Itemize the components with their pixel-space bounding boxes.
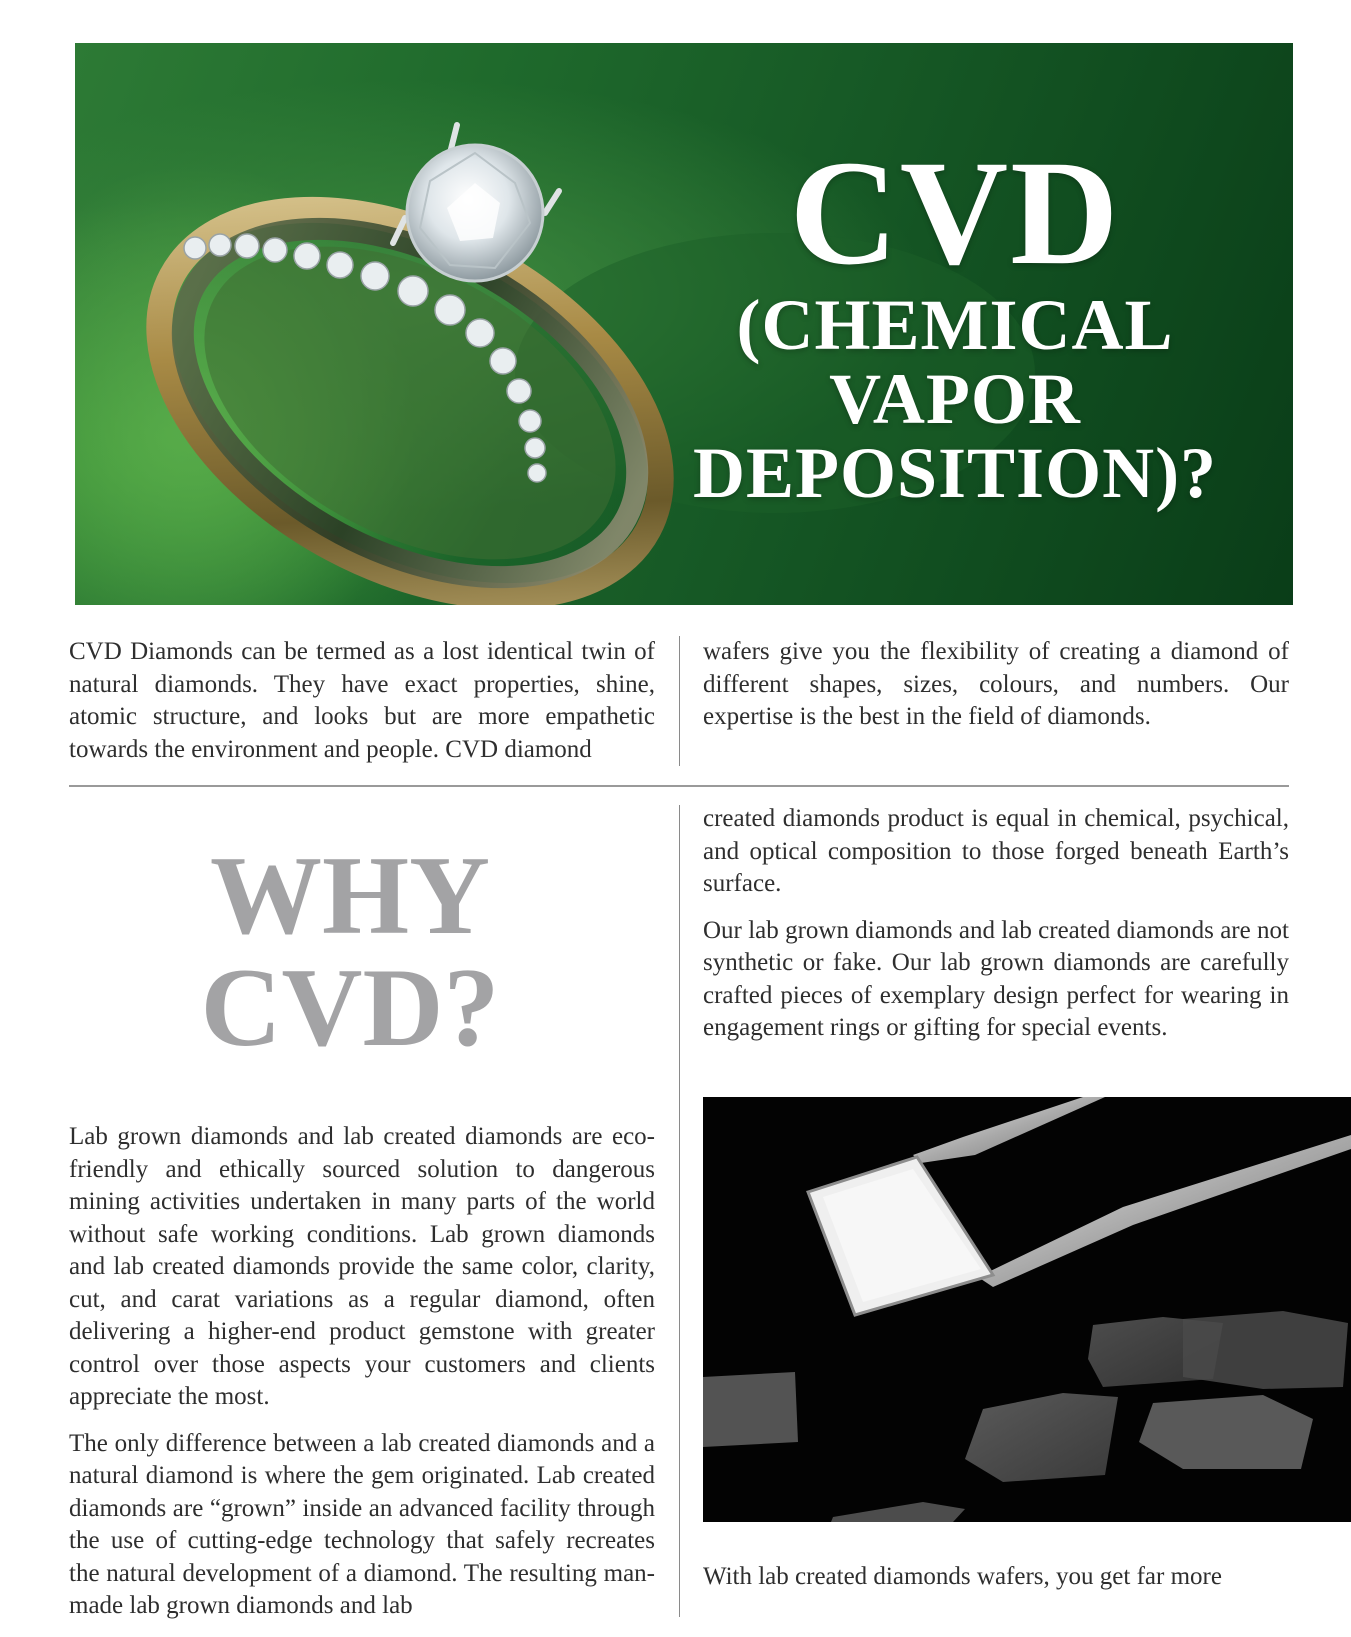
why-right-column [703,803,1289,1059]
why-right-paragraph-2: Our lab grown diamonds and lab created diamonds are not synthetic or fake. Our lab grown diamonds are carefully crafted pieces of exemplary design perfect for wearing in engagement rings or gifting for special events. [703,916,1289,1041]
hero-banner [75,43,1293,605]
why-heading-line1: WHY [210,834,490,958]
hero-title [635,130,1275,513]
intro-left-text: CVD Diamonds can be termed as a lost identical twin of natural diamonds. They have exact properties, shine, atomic structure, and looks but are more empathetic towards the environment and people. CVD diamond [69,638,655,763]
intro-left-column [69,636,655,780]
why-right-paragraph-1: created diamonds product is equal in chemical, psychical, and optical composition to those forged beneath Earth’s surface. [703,805,1289,897]
why-left-paragraph-2: The only difference between a lab created diamonds and a natural diamond is where the gem originated. Lab created diamonds are “grown” inside an advanced facility through the use of cutting-edge technology that safely recreates the natural development of a diamond. The resulting man-made lab grown diamonds and lab [69,1429,655,1619]
intro-right-column [703,636,1289,748]
hero-title-vapor: VAPOR [829,359,1081,439]
hero-title-chemical: (CHEMICAL [736,285,1174,365]
why-left-column [69,1121,655,1637]
why-left-paragraph-1: Lab grown diamonds and lab created diamonds are eco-friendly and ethically sourced solution to dangerous mining activities undertaken in many parts of the world without safe working conditions. Lab grown diamonds and lab created diamonds provide the same color, clarity, cut, and carat variations as a regular diamond, often delivering a higher-end product gemstone with greater control over those aspects your customers and clients appreciate the most. [69,1123,655,1410]
diamond-wafer-photo [703,1097,1351,1522]
why-cvd-heading [110,834,590,1070]
why-right-continuation [703,1561,1289,1608]
intro-column-divider [679,636,680,766]
why-heading-line2: CVD? [200,946,500,1070]
why-column-divider [679,805,680,1617]
intro-right-text: wafers give you the flexibility of creating a diamond of different shapes, sizes, colours, and numbers. Our expertise is the best in the field of diamonds. [703,638,1289,730]
hero-title-deposition: DEPOSITION)? [692,433,1218,513]
why-right-paragraph-3: With lab created diamonds wafers, you get far more [703,1563,1222,1590]
section-divider [69,785,1289,787]
wafer-tweezers-image [703,1097,1351,1522]
hero-title-cvd: CVD [789,130,1121,296]
